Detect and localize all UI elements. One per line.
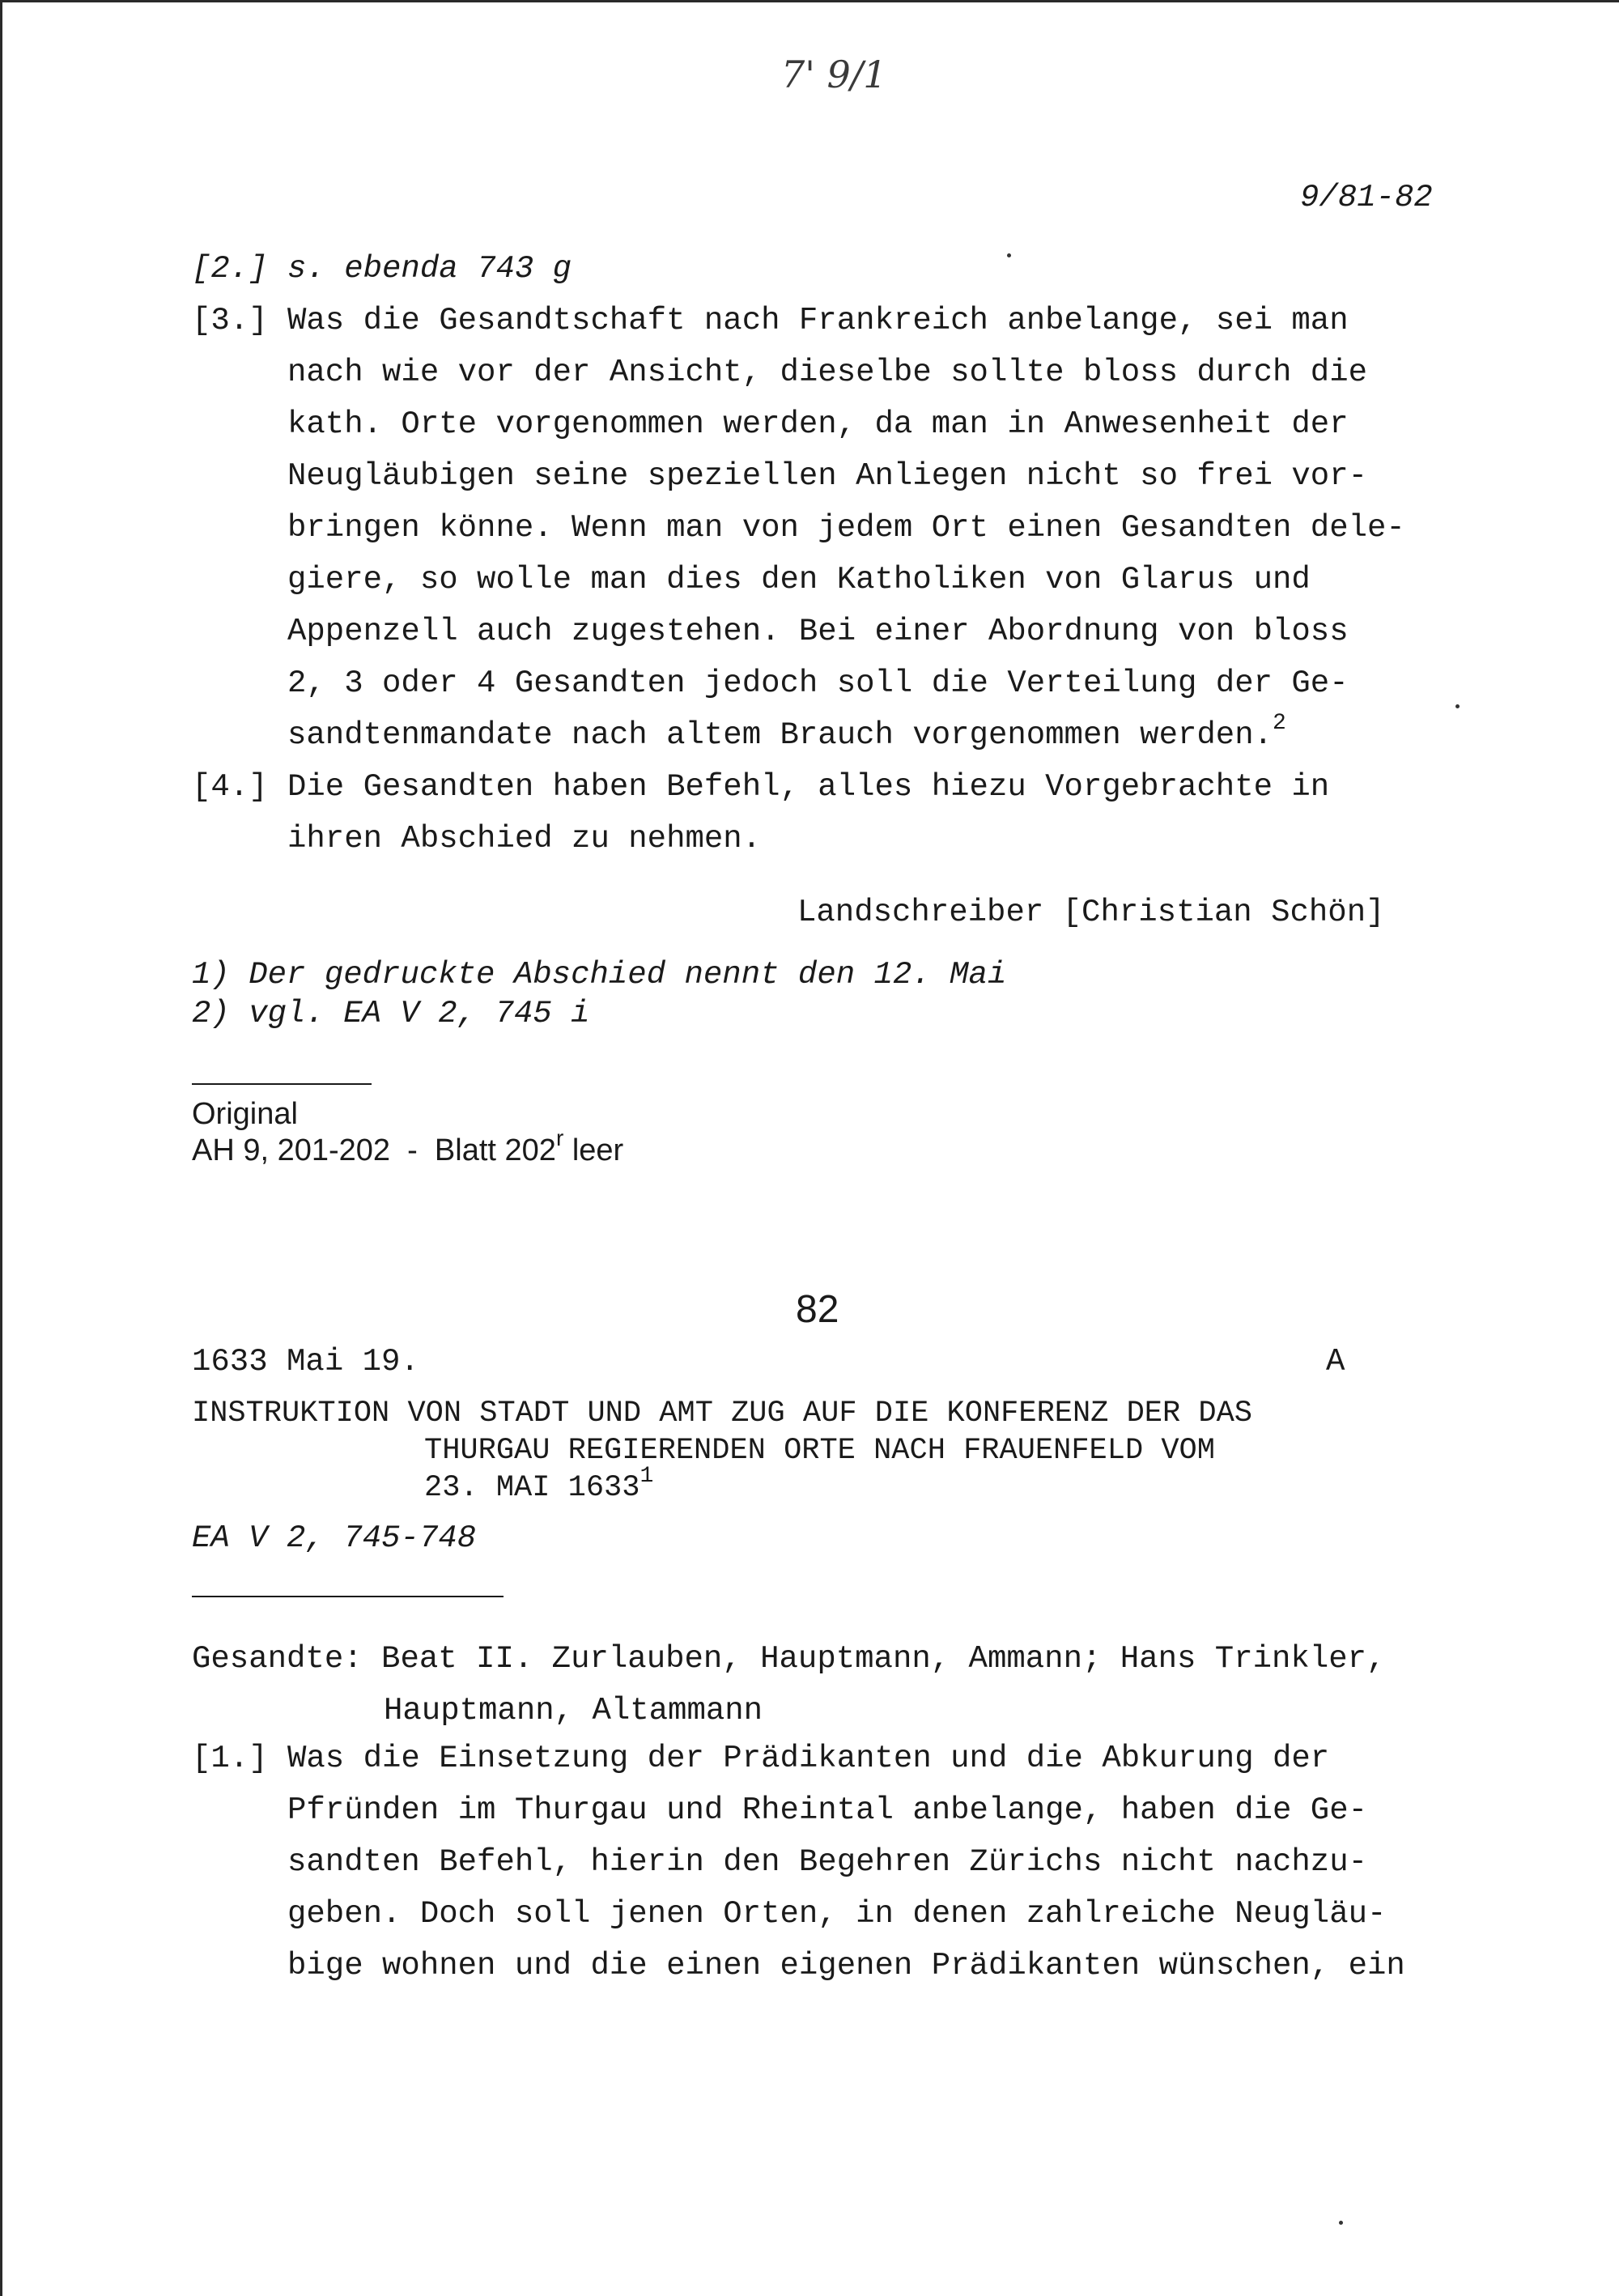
item-3-number: [3.] [192,303,268,338]
text-line-content: sandtenmandate nach altem Brauch vorgenommen werden. [287,717,1273,753]
title-line [192,1463,1252,1507]
scan-speck [1455,704,1460,708]
item-1-number: [1.] [192,1741,268,1776]
text-line: nach wie vor der Ansicht, dieselbe sollte bloss durch die [287,355,1368,390]
text-line: sandten Befehl, hierin den Begehren Zürichs nicht nachzu- [287,1844,1368,1880]
source-ref-text: AH 9, 201-202 - Blatt 202 [192,1133,556,1167]
scan-speck [1007,253,1011,257]
footnote: 1) Der gedruckte Abschied nennt den 12. Mai [192,957,1007,993]
document-number: 82 [796,1288,839,1331]
signature: Landschreiber [Christian Schön] [797,895,1385,930]
delegates-line: Hauptmann, Altammann [384,1693,763,1728]
source-label: Original [192,1097,298,1131]
text-line: giere, so wolle man dies den Katholiken von Glarus und [287,562,1311,597]
text-line: geben. Doch soll jenen Orten, in denen zahlreiche Neugläu- [287,1896,1387,1932]
text-line: bringen könne. Wenn man von jedem Ort einen Gesandten dele- [287,510,1405,546]
item-3-paragraph [287,295,1405,761]
text-line: Pfründen im Thurgau und Rheintal anbelange, haben die Ge- [287,1792,1368,1828]
item-4-number: [4.] [192,769,268,805]
item-4-paragraph [287,761,1329,865]
source-tail: leer [563,1133,624,1167]
text-line: Die Gesandten haben Befehl, alles hiezu Vorgebrachte in [287,769,1330,805]
text-line [287,709,1405,761]
edition-reference: EA V 2, 745-748 [192,1520,477,1556]
text-line: 2, 3 oder 4 Gesandten jedoch soll die Verteilung der Ge- [287,665,1349,701]
delegates [192,1633,1385,1737]
text-line: Neugläubigen seine speziellen Anliegen nicht so frei vor- [287,458,1368,494]
document-letter: A [1326,1344,1345,1380]
text-line: Was die Einsetzung der Prädikanten und die Abkurung der [287,1741,1330,1776]
footnotes [192,955,1006,1033]
footnote-ref: 2 [1273,711,1286,736]
title-line: THURGAU REGIERENDEN ORTE NACH FRAUENFELD VOM [424,1434,1215,1468]
text-line: Appenzell auch zugestehen. Bei einer Abordnung von bloss [287,614,1349,649]
source-sup: r [555,1125,564,1151]
item-text: s. ebenda 743 g [287,251,572,287]
delegates-line: Gesandte: Beat II. Zurlauben, Hauptmann, Ammann; Hans Trinkler, [192,1641,1386,1677]
footnote: 2) vgl. EA V 2, 745 i [192,996,590,1031]
source-divider [192,1083,372,1085]
source-reference [192,1125,624,1169]
document-date: 1633 Mai 19. [192,1344,419,1380]
text-line: bige wohnen und die einen eigenen Prädikanten wünschen, ein [287,1948,1405,1983]
footnote-ref: 1 [640,1463,654,1489]
text-line: ihren Abschied zu nehmen. [287,821,762,857]
item-2 [192,243,572,295]
item-number: [2.] [192,251,268,287]
text-line: kath. Orte vorgenommen werden, da man in Anwesenheit der [287,406,1349,442]
scan-edge-left [0,0,2,2296]
document-title [192,1395,1252,1507]
title-line-content: 23. MAI 1633 [424,1471,640,1505]
section-divider [192,1596,504,1597]
page-reference: 9/81-82 [1300,180,1433,215]
text-line: Was die Gesandtschaft nach Frankreich anbelange, sei man [287,303,1349,338]
handwritten-mark: 7' 9/1 [781,53,887,96]
scan-speck [1339,2221,1343,2225]
item-1-paragraph [287,1733,1405,1992]
source-block [192,1096,623,1169]
scan-edge-top [0,0,1619,2]
title-line: INSTRUKTION VON STADT UND AMT ZUG AUF DIE KONFERENZ DER DAS [192,1397,1253,1431]
